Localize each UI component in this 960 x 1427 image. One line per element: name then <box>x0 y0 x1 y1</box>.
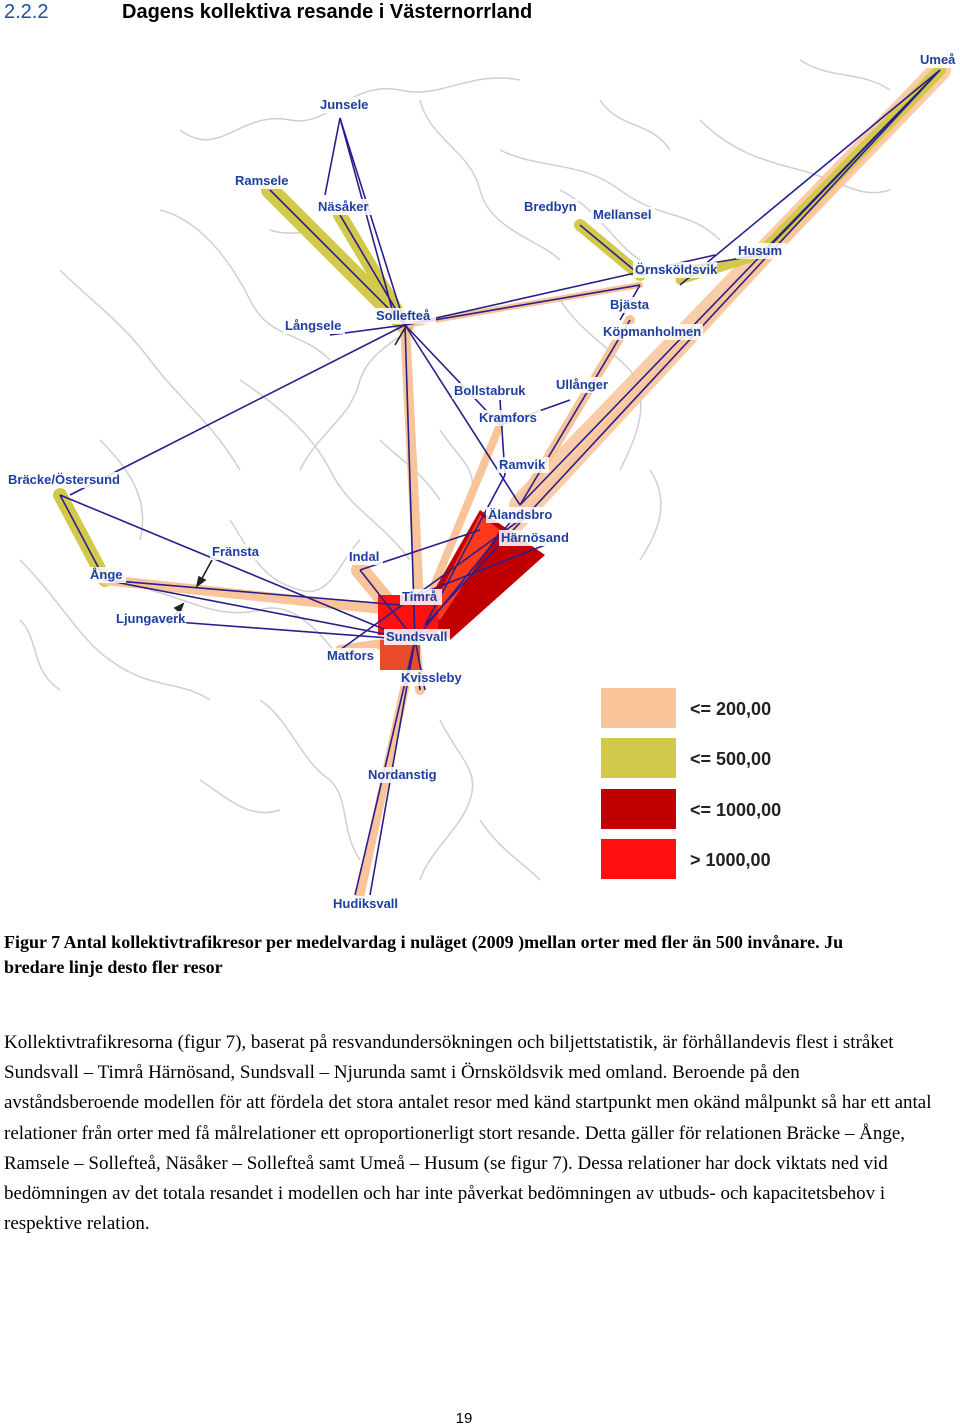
label-kopmanholmen: Köpmanholmen <box>603 324 702 339</box>
figure-caption: Figur 7 Antal kollektivtrafikresor per medelvardag i nuläget (2009 )mellan orter med fler än 500 invånare. Ju bredare linje desto fler resor <box>4 932 844 977</box>
label-bjasta: Bjästa <box>610 297 650 312</box>
section-heading <box>4 0 532 24</box>
label-alandsbro: Älandsbro <box>488 507 553 522</box>
page-number: 19 <box>455 1410 473 1427</box>
legend-label-3: <= 1000,00 <box>690 800 782 820</box>
label-nordanstig: Nordanstig <box>368 767 437 782</box>
body-paragraph: Kollektivtrafikresorna (figur 7), baserat på resvandundersökningen och biljettstatistik, är förhållandevis flest i stråket Sundsvall – Timrå Härnösand, Sundsvall – Njurunda samt i Örnsköldsvik med omland. Beroende på den avståndsberoende modellen för att fördela det stora antalet resor med känd startpunkt men okänd målpunkt så har ett antal relationer från orter med få målrelationer ett oproportionerligt stort resande. Detta gäller för relationen Bräcke – Ånge, Ramsele – Sollefteå, Näsåker – Sollefteå samt Umeå – Husum (se figur 7). Dessa relationer har dock viktats ned vid bedömningen av det totala resandet i modellen och har inte påverkat bedömningen av utbuds- och kapacitetsbehov i respektive relation. <box>4 1032 932 1235</box>
label-indal: Indal <box>349 549 380 564</box>
label-langsele: Långsele <box>285 318 342 333</box>
label-harnosand: Härnösand <box>501 530 569 545</box>
label-ramsele: Ramsele <box>235 173 289 188</box>
legend-swatch-3 <box>601 789 676 829</box>
label-hudiksvall: Hudiksvall <box>333 896 399 911</box>
label-solleftea: Sollefteå <box>376 308 431 323</box>
label-matfors: Matfors <box>327 648 374 663</box>
label-umea: Umeå <box>920 52 956 67</box>
section-title: Dagens kollektiva resande i Västernorrland <box>122 1 533 23</box>
legend-label-2: <= 500,00 <box>690 749 772 769</box>
legend-swatch-4 <box>601 839 676 879</box>
travel-flow-map <box>0 40 960 915</box>
legend-label-1: <= 200,00 <box>690 699 772 719</box>
legend-swatch-2 <box>601 738 676 778</box>
label-sundsvall: Sundsvall <box>386 629 448 644</box>
map-legend <box>601 688 781 879</box>
pointer-arrows <box>168 328 420 690</box>
label-ramvik: Ramvik <box>499 457 546 472</box>
label-timra: Timrå <box>402 589 438 604</box>
label-ornskoldsvik: Örnsköldsvik <box>635 262 718 277</box>
label-ullanger: Ullånger <box>556 377 609 392</box>
label-bollstabruk: Bollstabruk <box>454 383 526 398</box>
label-ljungaverk: Ljungaverk <box>116 611 186 626</box>
label-husum: Husum <box>738 243 783 258</box>
label-bracke-ostersund: Bräcke/Östersund <box>8 472 120 487</box>
section-number: 2.2.2 <box>4 1 49 23</box>
label-mellansel: Mellansel <box>593 207 652 222</box>
label-fransta: Fränsta <box>212 544 259 559</box>
label-kramfors: Kramfors <box>479 410 537 425</box>
label-junsele: Junsele <box>320 97 369 112</box>
legend-label-4: > 1000,00 <box>690 850 771 870</box>
place-labels <box>6 52 958 912</box>
flow-bands <box>60 70 940 895</box>
legend-swatch-1 <box>601 688 676 728</box>
label-nasaker: Näsåker <box>318 199 369 214</box>
label-bredbyn: Bredbyn <box>524 199 577 214</box>
label-kvissleby: Kvissleby <box>401 670 462 685</box>
label-ange: Ånge <box>90 567 123 582</box>
